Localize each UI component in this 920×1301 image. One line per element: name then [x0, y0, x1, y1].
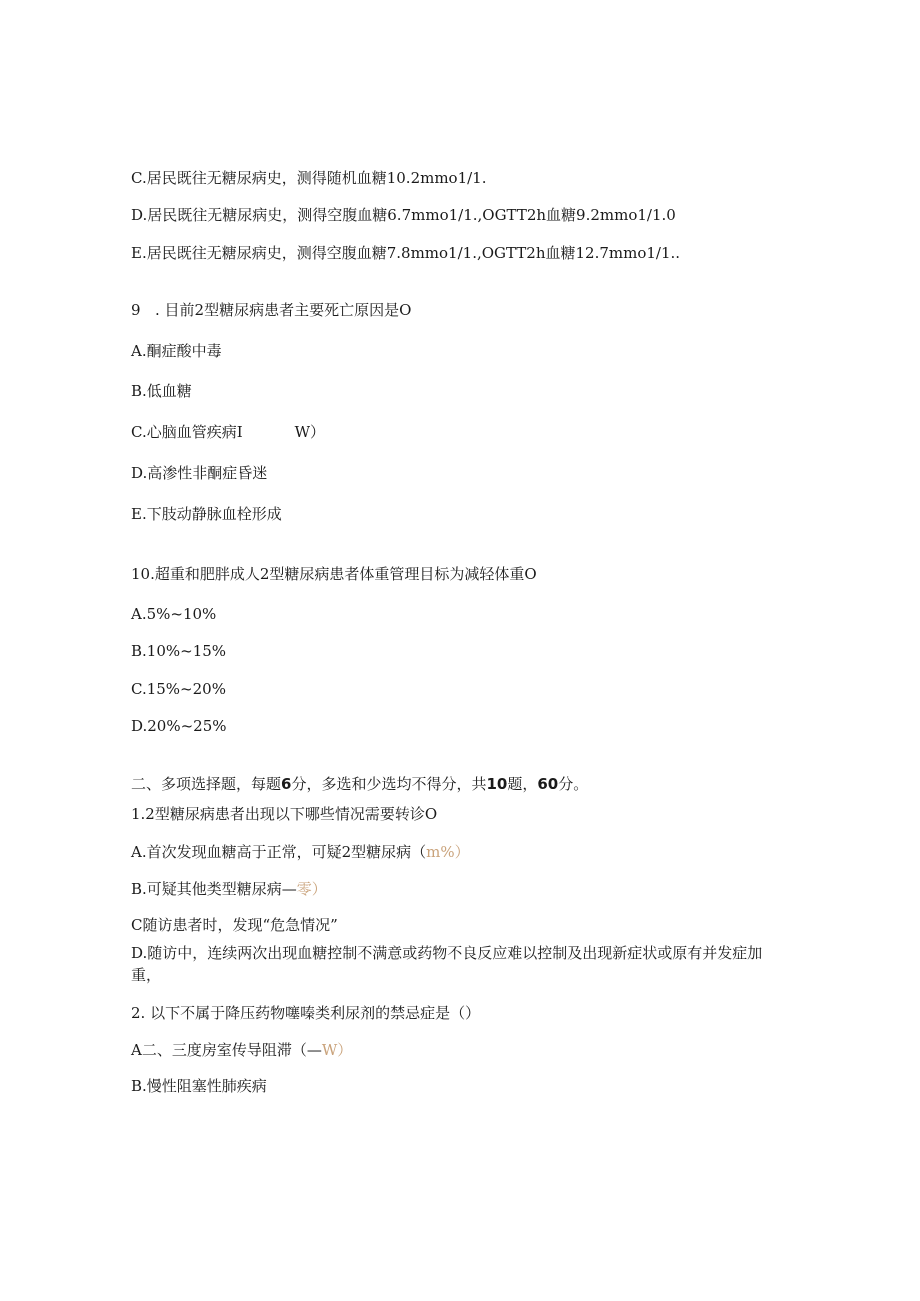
mq1-option-d: D.随访中，连续两次出现血糖控制不满意或药物不良反应难以控制及出现新症状或原有并发症加重，: [131, 944, 763, 984]
section-score-each: 6: [281, 775, 292, 793]
section-heading: [131, 774, 588, 794]
q8-option-e: E.居民既往无糖尿病史，测得空腹血糖7.8mmo1/1.,OGTT2h血糖12.7mmo1/1..: [131, 244, 681, 262]
mq1-option-a-mark: m%）: [426, 843, 470, 861]
q9-option-b: B.低血糖: [131, 382, 192, 400]
q9-option-a: A.酮症酸中毒: [131, 342, 222, 360]
q9-number: 9: [131, 301, 141, 319]
section-heading-part1: 二、多项选择题，每题: [131, 775, 282, 793]
mq2-option-a-row: [131, 1040, 352, 1060]
q10-option-c: C.15%~20%: [131, 680, 226, 698]
section-heading-part3: 题，: [507, 775, 538, 793]
section-total-score: 60: [537, 775, 559, 793]
q8-option-d: D.居民既往无糖尿病史，测得空腹血糖6.7mmo1/1.,OGTT2h血糖9.2mmo1/1.0: [131, 206, 676, 224]
q9-option-c: C.心脑血管疾病I: [131, 423, 243, 441]
mq1-option-b: B.可疑其他类型糖尿病—: [131, 880, 297, 898]
q9-option-c-row: [131, 422, 325, 442]
mq2-stem: 2. 以下不属于降压药物噻嗪类利尿剂的禁忌症是（）: [131, 1004, 481, 1022]
mq2-option-b: B.慢性阻塞性肺疾病: [131, 1077, 267, 1095]
section-question-count: 10: [486, 775, 508, 793]
mq1-option-a-row: [131, 842, 470, 862]
q10-option-d: D.20%~25%: [131, 717, 227, 735]
mq2-option-a: A二、三度房室传导阻滞（—: [131, 1041, 322, 1059]
mq1-option-b-mark: 零）: [296, 880, 327, 898]
q8-option-c: C.居民既往无糖尿病史，测得随机血糖10.2mmo1/1.: [131, 169, 487, 187]
mq1-stem: 1.2型糖尿病患者出现以下哪些情况需要转诊O: [131, 805, 438, 823]
section-heading-part4: 分。: [558, 775, 589, 793]
q10-stem: 10.超重和肥胖成人2型糖尿病患者体重管理目标为减轻体重O: [131, 565, 537, 583]
q9-stem: . 目前2型糖尿病患者主要死亡原因是O: [155, 301, 412, 319]
section-heading-part2: 分，多选和少选均不得分，共: [291, 775, 487, 793]
q9-option-e: E.下肢动静脉血栓形成: [131, 505, 282, 523]
mq1-option-a: A.首次发现血糖高于正常，可疑2型糖尿病（: [131, 843, 427, 861]
mq1-option-c: C随访患者时，发现“危急情况”: [131, 916, 338, 934]
q9-option-d: D.高渗性非酮症昏迷: [131, 464, 268, 482]
q10-option-b: B.10%~15%: [131, 642, 227, 660]
mq2-option-a-mark: W）: [321, 1041, 353, 1059]
q9-option-c-mark: W）: [294, 423, 326, 441]
q10-option-a: A.5%~10%: [131, 605, 217, 623]
mq1-option-b-row: [131, 879, 327, 899]
